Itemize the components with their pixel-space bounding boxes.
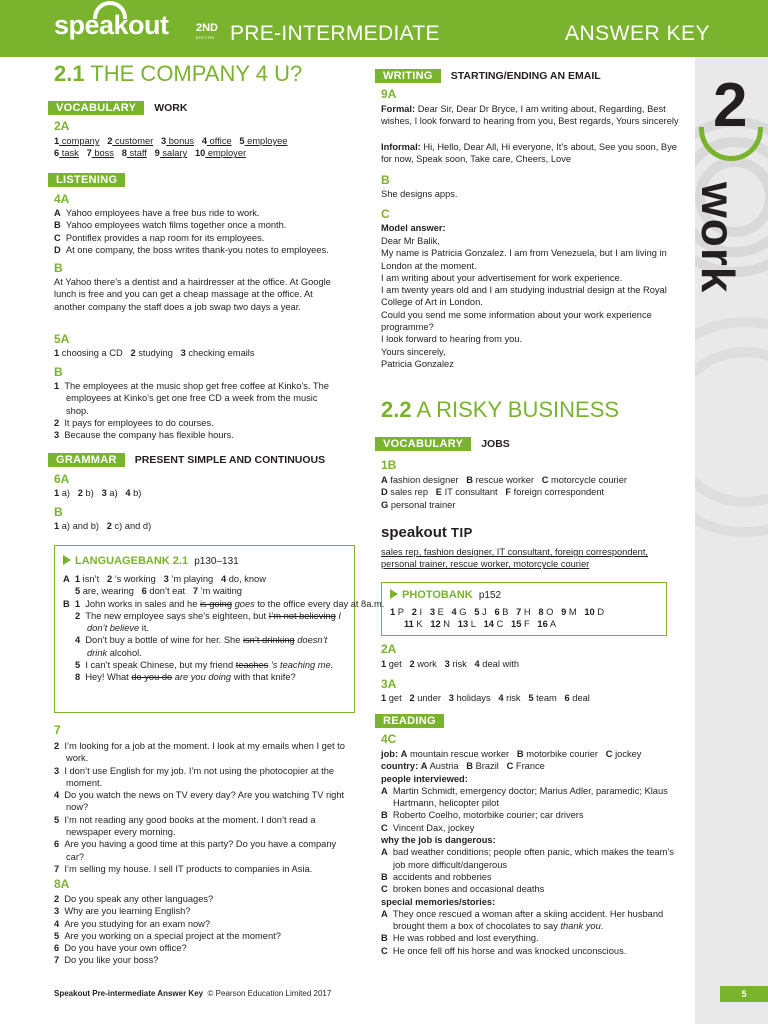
answer-line: C Pontiflex provides a nap room for its employees. bbox=[54, 232, 265, 243]
item-text: L bbox=[468, 619, 476, 630]
answer-line: 5 Are you working on a special project at the moment? bbox=[54, 930, 281, 941]
section-subtitle: STARTING/ENDING AN EMAIL bbox=[450, 69, 601, 82]
answer-line: 6 Are you having a good time at this party? Do you have a company car? bbox=[54, 839, 337, 862]
unit-word: work bbox=[692, 182, 744, 294]
item-text: b) bbox=[82, 488, 94, 498]
answer-line: 2 I’m looking for a job at the moment. I look at my emails when I get to work. bbox=[54, 741, 345, 764]
section-vocabulary bbox=[48, 101, 187, 115]
item-number: F bbox=[505, 487, 512, 498]
logo-arc-icon bbox=[93, 1, 127, 19]
answer-line: A They once rescued a woman after a skiing accident. Her husband brought them a box of chocolates to say thank you. bbox=[381, 908, 664, 932]
item-number: 2 bbox=[106, 574, 113, 584]
exercise-label: 6A bbox=[54, 472, 70, 486]
answer-line bbox=[54, 147, 287, 159]
answer-line: C Vincent Dax, jockey bbox=[381, 822, 475, 833]
item-number: 2 bbox=[77, 488, 83, 498]
item-text: work bbox=[414, 659, 437, 669]
answer-line: B accidents and robberies bbox=[381, 871, 492, 882]
answer-line: 6 Do you have your own office? bbox=[54, 943, 187, 954]
section-vocabulary bbox=[375, 437, 510, 451]
item-number: 3 bbox=[101, 488, 107, 498]
model-line: I am twenty years old and I am studying industrial design at the Royal College of Art in London. bbox=[381, 285, 667, 308]
item-number: A bbox=[400, 749, 408, 759]
answer-line: 7 Do you like your boss? bbox=[54, 955, 159, 966]
item-text: choosing a CD bbox=[59, 348, 123, 358]
exercise-label: B bbox=[54, 261, 63, 275]
item-number: 6 bbox=[494, 607, 500, 617]
brand-logo: speakout bbox=[54, 10, 169, 40]
item-text: ’m waiting bbox=[198, 586, 242, 597]
item-number: 7 bbox=[86, 148, 92, 159]
item-number: 5 bbox=[474, 607, 480, 617]
item-text: A bbox=[547, 619, 557, 630]
item-text: F bbox=[521, 619, 530, 630]
item-text: team bbox=[533, 693, 557, 703]
item-number: D bbox=[381, 487, 388, 498]
item-text: under bbox=[414, 693, 441, 703]
item-text: mountain rescue worker bbox=[407, 749, 510, 759]
item-number: 1 bbox=[54, 488, 60, 498]
item-number: 6 bbox=[54, 148, 60, 159]
answer-line: 8 Hey! What do you do are you doing with that knife? bbox=[75, 672, 296, 683]
swirl-decor bbox=[695, 347, 768, 507]
answer-line bbox=[381, 474, 627, 486]
answer-block bbox=[54, 135, 287, 160]
item-number: 4 bbox=[125, 488, 131, 498]
item-number: B bbox=[466, 475, 473, 485]
item-number: 5 bbox=[239, 136, 245, 146]
item-text: risk bbox=[503, 693, 521, 703]
item-number: E bbox=[435, 487, 442, 498]
item-text: b) bbox=[130, 488, 142, 498]
item-text: employer bbox=[205, 148, 247, 159]
answer-paragraph: At Yahoo there’s a dentist and a hairdresser at the office. At Google lunch is free and you can get a cheap massage at the office. At another company the staff does a job swap two days a year. bbox=[54, 277, 331, 312]
model-line: Yours sincerely, bbox=[381, 346, 446, 357]
item-number: 3 bbox=[180, 348, 186, 358]
item-number: C bbox=[541, 475, 549, 485]
exercise-label: 4A bbox=[54, 192, 70, 206]
section-tag: GRAMMAR bbox=[48, 453, 125, 467]
item-number: 2 bbox=[107, 136, 113, 146]
item-text: salary bbox=[159, 148, 188, 159]
header-bar bbox=[0, 0, 768, 57]
answer-line: A bad weather conditions; people often panic, which makes the team’s job more difficult/dangerous bbox=[381, 847, 674, 870]
item-text: are, wearing bbox=[80, 586, 134, 597]
answer-line bbox=[381, 658, 519, 670]
exercise-label: 9A bbox=[381, 87, 397, 101]
photobank-box bbox=[381, 582, 667, 636]
item-text: ’s working bbox=[112, 574, 156, 584]
item-text: IT consultant bbox=[441, 487, 498, 498]
answer-line bbox=[401, 749, 642, 759]
exercise-label: C bbox=[381, 207, 390, 221]
item-number: G bbox=[381, 499, 389, 510]
answer-block bbox=[381, 846, 681, 895]
answer-line: 4 Don’t buy a bottle of wine for her. She isn’t drinking doesn’t drink alcohol. bbox=[75, 635, 328, 658]
item-text: do, know bbox=[226, 574, 266, 584]
item-text: motorbike courier bbox=[523, 749, 599, 759]
item-text: fashion designer bbox=[387, 475, 459, 485]
item-text: customer bbox=[112, 136, 154, 146]
item-number: 5 bbox=[528, 693, 534, 703]
item-number: 1 bbox=[381, 693, 387, 703]
item-text: holidays bbox=[453, 693, 491, 703]
answer-line bbox=[421, 761, 545, 771]
section-tag: LISTENING bbox=[48, 173, 125, 187]
answer-line bbox=[381, 499, 627, 511]
item-number: 9 bbox=[561, 607, 567, 617]
item-text: N bbox=[440, 619, 451, 630]
item-number: 12 bbox=[430, 619, 441, 630]
photobank-answers bbox=[390, 606, 604, 631]
item-number: 6 bbox=[564, 693, 570, 703]
item-text: E bbox=[434, 607, 444, 617]
item-text: personal trainer bbox=[388, 499, 456, 510]
item-text: employee bbox=[244, 136, 288, 146]
item-text: Austria bbox=[427, 761, 459, 772]
item-number: C bbox=[506, 761, 514, 772]
section-grammar bbox=[48, 453, 325, 467]
item-number: 1 bbox=[381, 659, 387, 669]
answer-line bbox=[54, 487, 141, 499]
answer-line: 3 Because the company has flexible hours. bbox=[54, 430, 234, 441]
item-number: 16 bbox=[537, 619, 548, 630]
item-number: C bbox=[605, 749, 613, 759]
answer-line: D At one company, the boss writes thank-you notes to employees. bbox=[54, 244, 329, 255]
answer-line: C He once fell off his horse and was knocked unconscious. bbox=[381, 945, 627, 956]
lesson-title: 2.1 THE COMPANY 4 U? bbox=[54, 61, 303, 86]
item-number: 1 bbox=[54, 348, 60, 358]
item-text: staff bbox=[126, 148, 147, 159]
answer-line: B He was robbed and lost everything. bbox=[381, 933, 539, 944]
item-number: 1 bbox=[74, 574, 81, 584]
languagebank-box bbox=[54, 545, 385, 713]
item-text: sales rep bbox=[387, 487, 429, 498]
answer-block bbox=[381, 474, 627, 511]
play-triangle-icon bbox=[390, 589, 398, 599]
item-text: H bbox=[521, 607, 531, 617]
item-text: checking emails bbox=[185, 348, 255, 358]
answer-line bbox=[381, 486, 627, 498]
item-text: a) bbox=[59, 488, 71, 498]
answer-line bbox=[75, 574, 266, 584]
exercise-label: 5A bbox=[54, 332, 70, 346]
item-text: studying bbox=[135, 348, 173, 358]
page-number: 5 bbox=[720, 986, 768, 1002]
answer-paragraph: Informal: Hi, Hello, Dear All, Hi everyone, It’s about, See you soon, Bye for now, Speak soon, Take care, Cheers, Love bbox=[381, 142, 677, 165]
model-line: Dear Mr Balik, bbox=[381, 236, 440, 246]
item-text: get bbox=[386, 693, 402, 703]
item-text: boss bbox=[91, 148, 114, 159]
item-number: 4 bbox=[451, 607, 457, 617]
answer-line bbox=[54, 520, 151, 532]
item-number: 2 bbox=[106, 521, 112, 531]
answer-line bbox=[390, 606, 604, 618]
answer-line: 3 Why are you learning English? bbox=[54, 906, 191, 917]
exercise-label: B bbox=[54, 505, 63, 519]
item-number: 4 bbox=[220, 574, 227, 584]
item-number: 4 bbox=[474, 659, 480, 669]
section-writing bbox=[375, 69, 601, 83]
model-line: My name is Patricia Gonzalez. I am from Venezuela, but I am living in London at the moment. bbox=[381, 248, 667, 271]
item-number: B bbox=[466, 761, 473, 772]
section-tag: WRITING bbox=[375, 69, 441, 83]
photobank-title: PHOTOBANK p152 bbox=[390, 589, 501, 601]
item-number: 3 bbox=[160, 136, 167, 146]
languagebank-answers: A 1 isn’t 2 ’s working 3 ’m playing 4 do, know 5 are, wearing 6 don’t eat 7 ’m waiting B 1 John works in sales and he is going goes to the office every day at 8a.m. 2 The new employee says she’s eighteen, but I’m not believing I don’t believe it. 4 Don’t buy a bottle of wine for her. She isn’t drinking doesn’t drink alcohol. 5 I can’t speak Chinese, but my friend teaches ’s teaching me. 8 Hey! What do you do are you doing with that knife? bbox=[63, 574, 385, 683]
speakout-tip-title: speakout TIP bbox=[381, 524, 473, 541]
item-number: 2 bbox=[409, 693, 415, 703]
item-text: D bbox=[594, 607, 605, 617]
item-text: isn’t bbox=[80, 574, 100, 584]
tip-line: personal trainer, rescue worker, motorcycle courier bbox=[381, 559, 590, 570]
tip-line: sales rep, fashion designer, IT consultant, foreign correspondent, bbox=[381, 547, 649, 557]
item-number: 2 bbox=[411, 607, 417, 617]
exercise-label: 7 bbox=[54, 723, 61, 737]
item-text: ’m playing bbox=[168, 574, 214, 584]
item-text: J bbox=[479, 607, 487, 617]
answer-label: Model answer: bbox=[381, 223, 446, 233]
answer-line bbox=[381, 692, 590, 704]
item-text: bonus bbox=[166, 136, 195, 146]
item-number: 11 bbox=[404, 619, 414, 630]
item-number: 13 bbox=[457, 619, 469, 630]
item-text: company bbox=[59, 136, 100, 146]
answer-line: She designs apps. bbox=[381, 189, 458, 199]
answer-line: B Roberto Coelho, motorbike courier; car drivers bbox=[381, 810, 584, 821]
item-text: a) and b) bbox=[59, 521, 99, 531]
edition-badge: 2ND EDITION bbox=[196, 22, 219, 40]
item-text: get bbox=[386, 659, 402, 669]
model-line: I look forward to hearing from you. bbox=[381, 334, 523, 345]
model-line: I am writing about your advertisement for work experience. bbox=[381, 272, 623, 283]
item-number: 6 bbox=[141, 586, 147, 597]
item-text: B bbox=[499, 607, 509, 617]
item-text: office bbox=[207, 136, 232, 146]
item-text: jockey bbox=[612, 749, 642, 759]
answer-label: people interviewed: bbox=[381, 773, 468, 784]
section-tag: VOCABULARY bbox=[48, 101, 144, 115]
model-line: Could you send me some information about your work experience programme? bbox=[381, 309, 652, 333]
answer-line: 7 I’m selling my house. I sell IT products to companies in Asia. bbox=[54, 863, 313, 874]
item-text: foreign correspondent bbox=[511, 487, 605, 498]
item-number: A bbox=[381, 475, 388, 485]
answer-line bbox=[63, 585, 349, 597]
answer-line: 2 It pays for employees to do courses. bbox=[54, 417, 214, 428]
item-number: 7 bbox=[516, 607, 522, 617]
item-number: 1 bbox=[54, 521, 60, 531]
section-reading bbox=[375, 714, 444, 728]
item-text: M bbox=[566, 607, 577, 617]
item-number: 2 bbox=[409, 659, 415, 669]
answer-line: 5 I’m not reading any good books at the moment. I don’t read a newspaper every morning. bbox=[54, 814, 316, 838]
footer-text: Speakout Pre-intermediate Answer Key © Pearson Education Limited 2017 bbox=[54, 989, 332, 998]
item-number: 10 bbox=[194, 148, 206, 159]
answer-line: 3 I don’t use English for my job. I’m not using the photocopier at the moment. bbox=[54, 765, 335, 788]
answer-block bbox=[54, 893, 350, 967]
item-text: O bbox=[543, 607, 554, 617]
section-subtitle: WORK bbox=[154, 101, 188, 114]
item-number: 3 bbox=[163, 574, 169, 584]
answer-line: A Yahoo employees have a free bus ride to work. bbox=[54, 208, 260, 218]
item-text: risk bbox=[449, 659, 467, 669]
answer-line: B Yahoo employees watch films together once a month. bbox=[54, 220, 287, 231]
exercise-label: 2A bbox=[381, 642, 397, 656]
item-number: 7 bbox=[192, 586, 199, 597]
answer-paragraph: Formal: Dear Sir, Dear Dr Bryce, I am writing about, Regarding, Best wishes, I look forward to hearing from you, Best regards, Yours sincerely bbox=[381, 104, 679, 127]
item-number: 4 bbox=[498, 693, 504, 703]
item-text: deal with bbox=[479, 659, 519, 669]
lesson-title: 2.2 A RISKY BUSINESS bbox=[381, 397, 620, 422]
exercise-label: 1B bbox=[381, 458, 397, 472]
item-number: 3 bbox=[448, 693, 454, 703]
item-number: 15 bbox=[511, 619, 522, 630]
answer-line bbox=[54, 347, 255, 359]
item-number: 10 bbox=[584, 607, 595, 617]
item-number: 8 bbox=[538, 607, 544, 617]
reading-answers: job: A mountain rescue worker B motorbike courier C jockey country: A Austria B Brazil C France people interviewed: A Martin Schmidt, emergency doctor; Marius Adler, paramedic; Klaus Hartmann, helicopter pilot B Roberto Coelho, motorbike courier; car drivers C Vincent Dax, jockey why the job is dangerous: A bad weather conditions; people often panic, which makes the team’s job more difficult/dangerous B accidents and robberies C broken bones and occasional deaths special memories/stories: A They once rescued a woman after a skiing accident. Her husband brought them a box of chocolates to say thank you. B He was robbed and lost everything. C He once fell off his horse and was knocked unconscious. bbox=[381, 748, 681, 957]
answer-key-title: ANSWER KEY bbox=[564, 22, 710, 45]
answer-line: 2 The new employee says she’s eighteen, but I’m not believing I don’t believe it. bbox=[75, 610, 341, 634]
exercise-label: 3A bbox=[381, 677, 397, 691]
play-triangle-icon bbox=[63, 555, 71, 565]
section-subtitle: JOBS bbox=[481, 437, 510, 450]
exercise-label: 8A bbox=[54, 877, 70, 891]
answer-block bbox=[54, 740, 350, 875]
answer-label: why the job is dangerous: bbox=[381, 835, 496, 846]
level-title: PRE-INTERMEDIATE bbox=[230, 22, 440, 45]
tip-text bbox=[381, 546, 681, 571]
answer-block bbox=[54, 380, 336, 441]
exercise-label: B bbox=[381, 173, 390, 187]
unit-number: 2 bbox=[713, 71, 748, 140]
answer-line: 5 I can’t speak Chinese, but my friend teaches ’s teaching me. bbox=[75, 660, 334, 671]
item-text: deal bbox=[569, 693, 590, 703]
item-text: don’t eat bbox=[146, 586, 186, 597]
item-text: c) and d) bbox=[111, 521, 152, 531]
exercise-label: 2A bbox=[54, 119, 70, 133]
answer-line: 1 The employees at the music shop get free coffee at Kinko’s. The employees at Kinko’s get one free CD a week from the music shop. bbox=[54, 381, 329, 416]
answer-line bbox=[390, 618, 604, 630]
item-number: 9 bbox=[154, 148, 160, 159]
section-listening bbox=[48, 173, 125, 187]
item-text: G bbox=[456, 607, 467, 617]
item-text: a) bbox=[106, 488, 118, 498]
model-line: Patricia Gonzalez bbox=[381, 358, 454, 369]
answer-line: 2 Do you speak any other languages? bbox=[54, 894, 214, 904]
answer-block bbox=[54, 207, 354, 256]
exercise-label: 4C bbox=[381, 732, 397, 746]
item-number: 4 bbox=[201, 136, 207, 146]
item-text: task bbox=[59, 148, 79, 159]
item-number: 5 bbox=[75, 586, 81, 597]
answer-line: 4 Do you watch the news on TV every day? Are you watching TV right now? bbox=[54, 790, 345, 813]
answer-block bbox=[381, 785, 681, 834]
item-text: I bbox=[416, 607, 423, 617]
model-answer bbox=[381, 235, 681, 370]
item-text: Brazil bbox=[473, 761, 499, 772]
item-number: 8 bbox=[121, 148, 127, 159]
item-number: B bbox=[516, 749, 524, 759]
item-text: France bbox=[513, 761, 545, 772]
item-number: 14 bbox=[483, 619, 494, 630]
exercise-label: B bbox=[54, 365, 63, 379]
answer-line: A Martin Schmidt, emergency doctor; Marius Adler, paramedic; Klaus Hartmann, helicopter pilot bbox=[381, 785, 668, 809]
section-tag: VOCABULARY bbox=[375, 437, 471, 451]
answer-line bbox=[54, 135, 287, 147]
item-text: C bbox=[493, 619, 504, 630]
item-text: K bbox=[413, 619, 423, 630]
item-number: 1 bbox=[54, 136, 60, 146]
answer-line: C broken bones and occasional deaths bbox=[381, 884, 545, 895]
item-number: A bbox=[420, 761, 428, 772]
item-text: rescue worker bbox=[473, 475, 534, 485]
item-number: 3 bbox=[429, 607, 435, 617]
item-text: motorcycle courier bbox=[548, 475, 627, 485]
item-number: 2 bbox=[130, 348, 136, 358]
section-tag: READING bbox=[375, 714, 444, 728]
item-number: 3 bbox=[444, 659, 450, 669]
item-text: P bbox=[395, 607, 404, 617]
item-number: 1 bbox=[390, 607, 396, 617]
answer-label: special memories/stories: bbox=[381, 896, 496, 907]
section-subtitle: PRESENT SIMPLE AND CONTINUOUS bbox=[134, 453, 326, 466]
languagebank-title: LANGUAGEBANK 2.1 p130–131 bbox=[63, 555, 239, 567]
answer-line: 4 Are you studying for an exam now? bbox=[54, 918, 211, 929]
